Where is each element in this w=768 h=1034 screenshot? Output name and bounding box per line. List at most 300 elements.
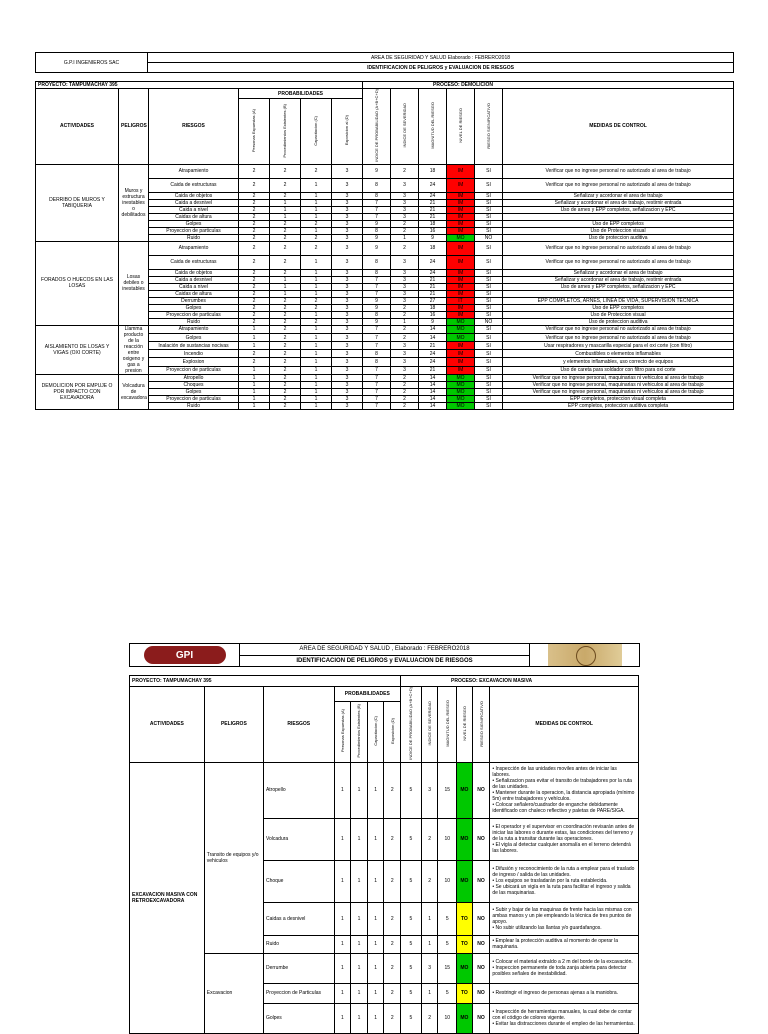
value-cell-b: 2 [270,227,301,234]
risk-level-badge: MO [447,381,475,388]
value-cell-mag: 14 [419,325,447,333]
value-cell-b: 1 [351,935,368,953]
value-cell-d: 3 [332,381,363,388]
value-cell-mag: 24 [419,255,447,269]
value-cell-b: 1 [270,290,301,297]
value-cell-is: 2 [391,333,419,341]
value-cell-ip: 7 [363,366,391,374]
value-cell-a: 2 [239,206,270,213]
value-cell-ip: 9 [363,241,391,255]
value-cell-is: 3 [421,953,438,983]
value-cell-a: 2 [239,311,270,318]
value-cell-mag: 21 [419,366,447,374]
risk-cell: Caidas de altura [149,290,239,297]
significant-cell: SI [475,358,503,366]
value-cell-a: 2 [239,241,270,255]
control-measures-cell: • El operador y el supervisor en coordinación revisarán antes de iniciar las labores o durante estas, las condiciones del terreno y de la ruta a transitar durante las operaciones. • El vigía al detectar cualquier anomalía en el terreno detendrá las labores. [490,818,639,860]
control-measures-cell: Señalizar y acordonar el area de trabajo, restirnir entrada [503,276,734,283]
value-cell-d: 3 [332,220,363,227]
value-cell-d: 3 [332,213,363,220]
value-cell-is: 2 [391,241,419,255]
value-cell-d: 2 [384,818,401,860]
table-row [36,325,734,333]
value-cell-b: 2 [270,350,301,358]
value-cell-c: 1 [301,342,332,350]
control-measures-cell: EPP COMPLETOS, ARNES, LINEA DE VIDA, SUPERVISION TECNICA [503,297,734,304]
value-cell-is: 3 [391,342,419,350]
value-cell-c: 1 [301,227,332,234]
control-measures-cell: Uso de Proteccion visual [503,311,734,318]
value-cell-c: 1 [367,983,384,1003]
value-cell-c: 2 [301,164,332,178]
risk-level-badge: IM [447,220,475,227]
value-cell-mag: 16 [419,311,447,318]
control-measures-cell: Señalizar y acordonar el area de trabajo [503,192,734,199]
value-cell-c: 1 [301,290,332,297]
value-cell-mag: 18 [419,220,447,227]
value-cell-a: 2 [239,276,270,283]
sheet2-header-line2: IDENTIFICACION DE PELIGROS y EVALUACION DE RIESGOS [240,655,530,667]
value-cell-ip: 8 [363,192,391,199]
value-cell-d: 3 [332,402,363,409]
sheet2-header-line1: AREA DE SEGURIDAD Y SALUD , Elaborado : FEBRERO2018 [240,644,530,656]
value-cell-a: 2 [239,350,270,358]
value-cell-ip: 8 [363,358,391,366]
value-cell-d: 3 [332,290,363,297]
sheet2-project: PROYECTO: TAMPUMACHAY 395 [130,676,401,687]
s2-col-p4: Exposicion (D) [389,717,395,744]
value-cell-b: 2 [270,234,301,241]
significant-cell: SI [475,283,503,290]
value-cell-mag: 14 [419,388,447,395]
value-cell-mag: 14 [419,333,447,341]
risk-level-badge: MO [457,1003,473,1033]
control-measures-cell: Uso de careta para soldador con filtro para oxi corte [503,366,734,374]
value-cell-is: 2 [391,381,419,388]
value-cell-c: 1 [301,358,332,366]
value-cell-is: 2 [391,374,419,381]
value-cell-a: 2 [239,234,270,241]
value-cell-b: 2 [270,269,301,276]
control-measures-cell: • Subir y bajar de las maquinas de frente hacia las mismas con ambas manos y un pie empleando la técnica de tres puntos de apoyo. • No subir utilizando las llantas y/o guardafangos. [490,902,639,935]
value-cell-b: 1 [270,276,301,283]
value-cell-is: 2 [421,818,438,860]
s2-col-medidas: MEDIDAS DE CONTROL [490,687,639,763]
s2-col-severidad: INDICE DE SEVERIDAD [427,701,433,746]
risk-level-badge: MO [447,402,475,409]
risk-cell: Explosion [149,358,239,366]
risk-cell: Caida de objetos [149,192,239,199]
value-cell-is: 3 [391,290,419,297]
significant-cell: SI [475,333,503,341]
value-cell-b: 2 [270,241,301,255]
risk-cell: Inalación de sustancias nocivas [149,342,239,350]
control-measures-cell: • Colocar el material extraído a 2 m del borde de la excavación. • Inspeccion permanente de toda zanja abierta para detectar posibles señales de inestabilidad. [490,953,639,983]
value-cell-is: 3 [391,178,419,192]
value-cell-is: 1 [421,983,438,1003]
hazard-cell: Losas debiles o inestables [119,241,149,325]
risk-level-badge: IT [447,297,475,304]
control-measures-cell: Combustibles o elementos inflamables [503,350,734,358]
value-cell-is: 1 [421,902,438,935]
value-cell-c: 1 [301,206,332,213]
col-p1: Personas Expuestas (A) [251,109,256,153]
value-cell-a: 1 [334,818,351,860]
value-cell-mag: 18 [419,241,447,255]
value-cell-ip: 5 [401,762,422,818]
value-cell-is: 3 [391,350,419,358]
hazard-cell: Transito de equipos y/o vehiculos [204,762,263,953]
value-cell-c: 1 [301,374,332,381]
value-cell-is: 2 [421,860,438,902]
risk-cell: Volcadura [263,818,334,860]
value-cell-ip: 7 [363,199,391,206]
value-cell-b: 2 [270,381,301,388]
risk-cell: Caida a nivel [149,283,239,290]
risk-level-badge: IM [447,199,475,206]
value-cell-d: 3 [332,311,363,318]
risk-cell: Ruido [149,318,239,325]
risk-level-badge: MO [457,953,473,983]
value-cell-a: 1 [239,402,270,409]
value-cell-ip: 7 [363,388,391,395]
table-row [36,241,734,255]
control-measures-cell: EPP completos, proteccion auditiva completa [503,402,734,409]
significant-cell: SI [475,297,503,304]
significant-cell: SI [475,311,503,318]
risk-level-badge: MO [447,333,475,341]
value-cell-a: 1 [239,381,270,388]
value-cell-mag: 18 [419,304,447,311]
col-magnitud: MAGNITUD DEL RIESGO [429,102,435,149]
risk-cell: Derrumbe [263,953,334,983]
risk-cell: Caidas a desnivel [263,902,334,935]
risk-cell: Atropello [149,374,239,381]
value-cell-b: 2 [270,366,301,374]
value-cell-a: 1 [239,333,270,341]
value-cell-a: 1 [239,395,270,402]
control-measures-cell: y elementos inflamables, uso correcto de equipos [503,358,734,366]
value-cell-mag: 21 [419,342,447,350]
value-cell-d: 3 [332,276,363,283]
value-cell-mag: 10 [438,1003,457,1033]
value-cell-c: 2 [301,241,332,255]
control-measures-cell: Verificar que no ingrese personal no autorizado al area de trabajo [503,164,734,178]
value-cell-a: 2 [239,304,270,311]
significant-cell: SI [475,304,503,311]
value-cell-c: 1 [301,199,332,206]
value-cell-ip: 5 [401,935,422,953]
value-cell-b: 2 [270,358,301,366]
value-cell-ip: 8 [363,255,391,269]
s2-col-p1: Personas Expuestas (A) [339,709,345,753]
significant-cell: SI [475,395,503,402]
value-cell-d: 3 [332,304,363,311]
significant-cell: SI [475,290,503,297]
value-cell-c: 2 [301,304,332,311]
value-cell-a: 2 [239,283,270,290]
significant-cell: NO [472,953,490,983]
value-cell-b: 2 [270,333,301,341]
control-measures-cell: Señalizar y acordonar el area de trabajo [503,269,734,276]
value-cell-b: 2 [270,297,301,304]
value-cell-is: 2 [391,304,419,311]
hazard-cell: Volcadura de excavadora [119,374,149,409]
col-p3: Capacitacion (C) [313,115,318,146]
value-cell-d: 3 [332,164,363,178]
value-cell-b: 2 [270,395,301,402]
value-cell-b: 1 [270,206,301,213]
value-cell-mag: 21 [419,276,447,283]
control-measures-cell: Verificar que no ingrese personal no autorizado al area de trabajo [503,178,734,192]
value-cell-d: 3 [332,395,363,402]
risk-level-badge: IM [447,358,475,366]
control-measures-cell: Uso de EPP completos [503,220,734,227]
value-cell-ip: 9 [363,318,391,325]
significant-cell: SI [475,199,503,206]
control-measures-cell: Señalizar y acordonar el area de trabajo, restirnir entrada [503,199,734,206]
value-cell-b: 1 [351,860,368,902]
risk-cell: Ruido [263,935,334,953]
value-cell-mag: 15 [438,953,457,983]
control-measures-cell: EPP completos, proteccion visual completa [503,395,734,402]
risk-level-badge: MO [447,395,475,402]
significant-cell: NO [472,818,490,860]
col-nivel: NIVEL DE RIESGO [457,108,463,143]
value-cell-c: 1 [367,860,384,902]
excavation-sheet [129,643,639,1034]
risk-cell: Proyeccion de Particulas [263,983,334,1003]
value-cell-mag: 27 [419,297,447,304]
control-measures-cell: Usar respiradores y mascarilla especial para el oxi corte (con filtro) [503,342,734,350]
risk-cell: Caida a desnivel [149,276,239,283]
gpi-logo [130,644,240,667]
value-cell-d: 3 [332,374,363,381]
value-cell-a: 1 [334,935,351,953]
risk-level-badge: TO [457,935,473,953]
value-cell-c: 1 [301,276,332,283]
value-cell-d: 3 [332,283,363,290]
value-cell-d: 3 [332,333,363,341]
value-cell-ip: 9 [363,297,391,304]
col-riesgos: RIESGOS [149,89,239,165]
risk-level-badge: MO [447,325,475,333]
value-cell-ip: 7 [363,276,391,283]
risk-cell: Golpes [263,1003,334,1033]
risk-cell: Derrumbes [149,297,239,304]
value-cell-c: 2 [301,297,332,304]
value-cell-b: 1 [351,762,368,818]
risk-level-badge: MO [457,818,473,860]
s2-col-riesgos: RIESGOS [263,687,334,763]
value-cell-a: 1 [334,902,351,935]
significant-cell: SI [475,374,503,381]
value-cell-d: 2 [384,935,401,953]
significant-cell: SI [475,402,503,409]
value-cell-b: 1 [270,199,301,206]
control-measures-cell: • Inspección de herramientas manuales, la cual debe de contar con el código de colores vigente. • Evitar las distracciones durante el empleo de las herramientas. [490,1003,639,1033]
value-cell-mag: 24 [419,350,447,358]
significant-cell: SI [475,213,503,220]
value-cell-b: 2 [270,388,301,395]
risk-level-badge: IM [447,350,475,358]
col-actividades: ACTIVIDADES [36,89,119,165]
value-cell-mag: 10 [438,818,457,860]
risk-level-badge: MO [447,318,475,325]
value-cell-c: 1 [367,953,384,983]
value-cell-is: 3 [391,297,419,304]
value-cell-mag: 21 [419,283,447,290]
value-cell-c: 1 [367,1003,384,1033]
significant-cell: NO [472,902,490,935]
value-cell-is: 2 [391,402,419,409]
significant-cell: SI [475,178,503,192]
value-cell-d: 3 [332,227,363,234]
significant-cell: SI [475,350,503,358]
risk-level-badge: IM [447,311,475,318]
value-cell-a: 1 [239,325,270,333]
risk-level-badge: IM [447,164,475,178]
value-cell-is: 2 [391,164,419,178]
value-cell-ip: 5 [401,818,422,860]
risk-cell: Golpes [149,220,239,227]
value-cell-a: 2 [239,255,270,269]
value-cell-ip: 9 [363,234,391,241]
value-cell-a: 2 [239,358,270,366]
significant-cell: SI [475,269,503,276]
value-cell-ip: 7 [363,206,391,213]
risk-level-badge: MO [447,388,475,395]
value-cell-c: 1 [367,818,384,860]
value-cell-is: 3 [391,199,419,206]
value-cell-d: 3 [332,206,363,213]
hazard-cell: Excavacion [204,953,263,1033]
demolition-sheet [35,52,733,410]
value-cell-a: 2 [239,290,270,297]
significant-cell: SI [475,325,503,333]
value-cell-mag: 9 [419,318,447,325]
value-cell-d: 3 [332,241,363,255]
value-cell-mag: 14 [419,374,447,381]
value-cell-is: 1 [391,234,419,241]
vitruvian-image [530,644,640,667]
value-cell-ip: 7 [363,325,391,333]
value-cell-a: 2 [239,269,270,276]
risk-cell: Ruido [149,402,239,409]
value-cell-b: 2 [270,325,301,333]
value-cell-b: 2 [270,178,301,192]
risk-cell: Proyeccion de particulas [149,395,239,402]
value-cell-mag: 14 [419,381,447,388]
value-cell-a: 1 [334,1003,351,1033]
value-cell-ip: 5 [401,983,422,1003]
value-cell-a: 2 [239,227,270,234]
value-cell-c: 1 [367,902,384,935]
risk-level-badge: IM [447,304,475,311]
value-cell-d: 3 [332,318,363,325]
risk-level-badge: IM [447,269,475,276]
value-cell-c: 1 [301,366,332,374]
control-measures-cell: Verificar que no ingrese personal no autorizado al area de trabajo [503,241,734,255]
control-measures-cell: • Restringir el ingreso de personas ajenas a la maniobra. [490,983,639,1003]
value-cell-ip: 8 [363,178,391,192]
value-cell-ip: 7 [363,342,391,350]
control-measures-cell: Uso de proteccion auditiva [503,318,734,325]
activity-cell: AISLAMIENTO DE LOSAS Y VIGAS (OXI CORTE) [36,325,119,374]
value-cell-b: 1 [351,902,368,935]
control-measures-cell [503,213,734,220]
risk-level-badge: IM [447,255,475,269]
value-cell-d: 3 [332,358,363,366]
col-severidad: INDICE DE SEVERIDAD [401,103,407,148]
value-cell-a: 2 [239,220,270,227]
value-cell-d: 3 [332,325,363,333]
control-measures-cell [503,290,734,297]
s2-col-p2: Procedimientos Existentes (B) [356,704,362,758]
col-p2: Procedimientos Existentes (B) [282,103,287,158]
col-p4: Exposicion al (D) [344,115,349,146]
value-cell-c: 1 [301,388,332,395]
s2-col-indice-prob: INDICE DE PROBABILIDAD (A+B+C+D) [408,687,414,760]
value-cell-d: 2 [384,902,401,935]
value-cell-c: 1 [301,395,332,402]
control-measures-cell: Uso de EPP completos [503,304,734,311]
value-cell-c: 2 [301,220,332,227]
value-cell-d: 3 [332,199,363,206]
significant-cell: NO [472,935,490,953]
risk-cell: Choques [149,381,239,388]
value-cell-mag: 15 [438,762,457,818]
risk-cell: Golpes [149,388,239,395]
s2-col-p3: Capacitacion (C) [373,716,379,746]
value-cell-d: 3 [332,192,363,199]
value-cell-is: 2 [391,311,419,318]
risk-level-badge: IM [447,206,475,213]
value-cell-is: 3 [391,276,419,283]
value-cell-d: 3 [332,350,363,358]
significant-cell: NO [472,762,490,818]
control-measures-cell: Uso de proteccion auditiva [503,234,734,241]
value-cell-a: 1 [334,860,351,902]
risk-cell: Atrapamiento [149,325,239,333]
value-cell-mag: 9 [419,234,447,241]
sheet1-header-line1: AREA DE SEGURIDAD Y SALUD Elaborado : FEBRERO2018 [148,53,734,63]
control-measures-cell: Uso de Proteccion visual [503,227,734,234]
significant-cell: NO [472,1003,490,1033]
value-cell-d: 3 [332,178,363,192]
value-cell-c: 1 [367,762,384,818]
value-cell-is: 2 [391,395,419,402]
significant-cell: NO [472,860,490,902]
value-cell-b: 2 [270,255,301,269]
value-cell-is: 3 [391,366,419,374]
value-cell-b: 1 [351,1003,368,1033]
value-cell-is: 1 [421,935,438,953]
control-measures-cell: • Inspección de las unidades moviles antes de iniciar las labores. • Señalizacion para evitar el transito de trabajadores por la ruta de las unidades. • Mantener durante la operacion, la distancia apropiada (mínimo 5m) entre trabajadores y vehículos. • Colocar señalero/cuadrador de enganche debidamente identificado con chaleco reflectivo y paletas de PARE/SIGA. [490,762,639,818]
value-cell-c: 1 [301,269,332,276]
gpi-logo-text: GPI [175,649,194,661]
significant-cell: NO [475,234,503,241]
value-cell-c: 1 [301,213,332,220]
col-medidas: MEDIDAS DE CONTROL [503,89,734,165]
value-cell-b: 2 [270,304,301,311]
value-cell-is: 3 [391,192,419,199]
value-cell-ip: 9 [363,164,391,178]
risk-cell: Choque [263,860,334,902]
value-cell-d: 3 [332,269,363,276]
risk-cell: Proyeccion de particulas [149,311,239,318]
value-cell-b: 1 [351,983,368,1003]
